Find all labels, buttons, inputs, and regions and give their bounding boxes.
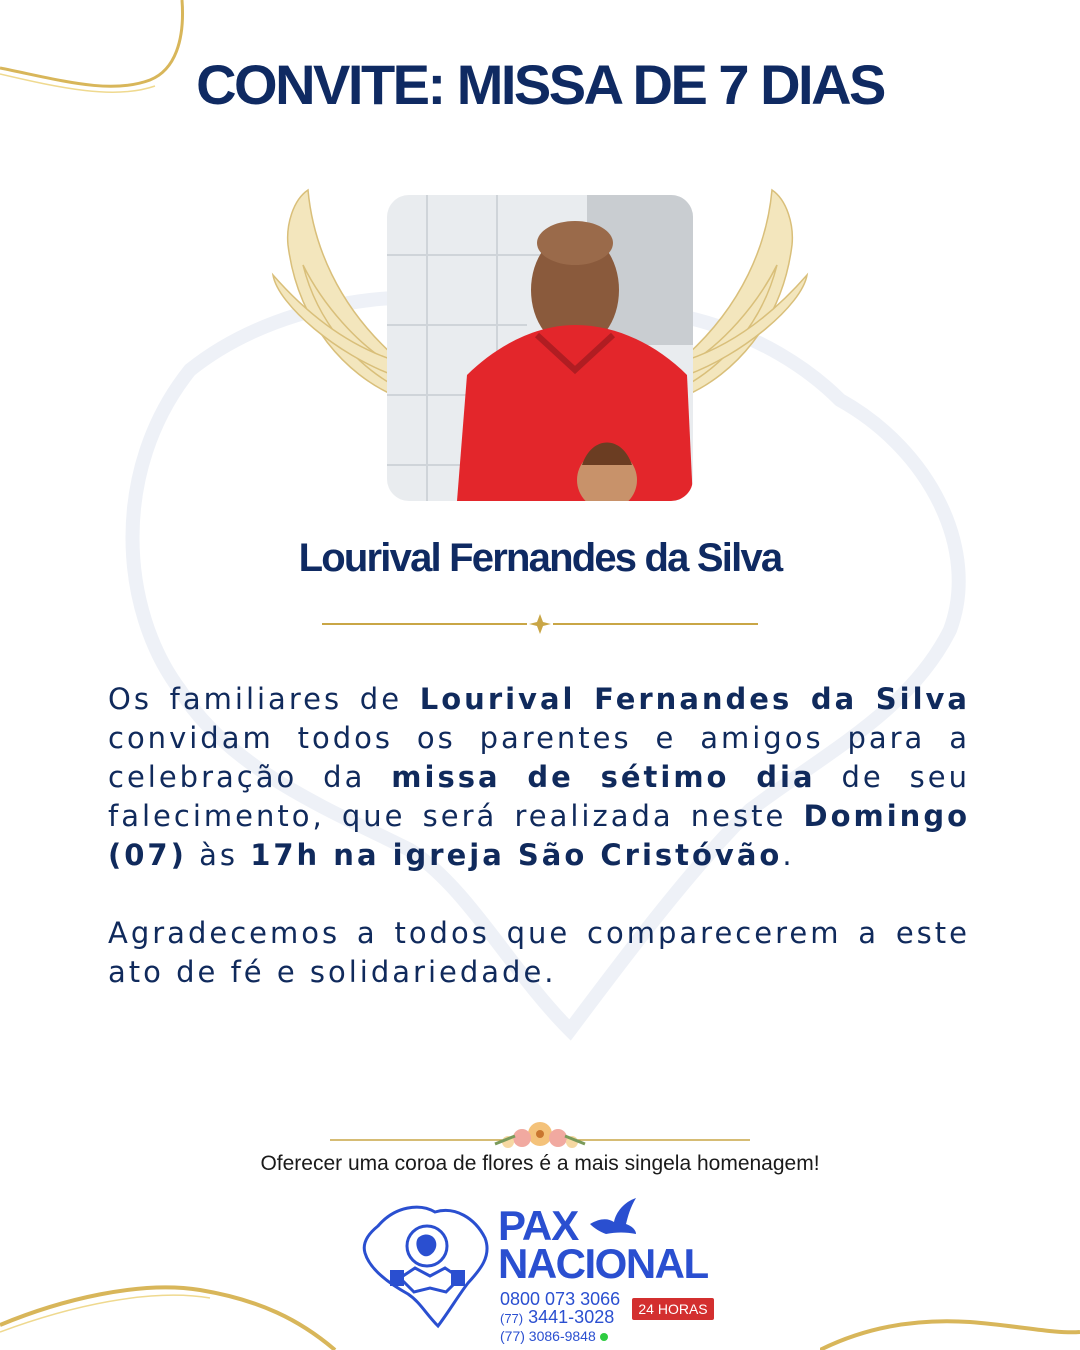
message-text: convidam todos os parentes e amigos para a celebração da	[108, 721, 970, 794]
phone-landline	[500, 1307, 614, 1329]
thanks-paragraph: Agradecemos a todos que comparecerem a este ato de fé e solidariedade.	[108, 916, 970, 989]
flower-divider	[330, 1112, 750, 1156]
corner-decoration-bottom-right	[820, 1300, 1080, 1350]
message-text: .	[782, 838, 795, 872]
phone-number: 3086-9848	[528, 1328, 596, 1344]
brand-name-nacional: NACIONAL	[498, 1240, 708, 1287]
deceased-name: Lourival Fernandes da Silva	[298, 536, 782, 580]
phone-number: 3441-3028	[528, 1307, 615, 1327]
message-event: missa de sétimo dia	[391, 760, 816, 794]
message-text: Os familiares de	[108, 682, 420, 716]
message-place: 17h na igreja São Cristóvão	[250, 838, 783, 872]
footer-tagline: Oferecer uma coroa de flores é a mais singela homenagem!	[260, 1152, 820, 1175]
message-name: Lourival Fernandes da Silva	[419, 682, 970, 716]
invitation-message	[108, 680, 970, 992]
phone-tollfree: 0800 073 3066	[500, 1289, 621, 1309]
left-wing-icon	[268, 185, 398, 405]
pax-nacional-map-logo-icon	[360, 1198, 495, 1333]
sparkle-icon	[529, 614, 551, 634]
dove-icon	[586, 1196, 638, 1238]
message-text: de seu falecimento, que será realizada neste	[108, 760, 970, 833]
invitation-paragraph	[108, 680, 970, 875]
page-title: CONVITE: MISSA DE 7 DIAS	[196, 53, 884, 116]
message-text: às	[186, 838, 251, 872]
flower-icon	[495, 1122, 585, 1148]
corner-decoration-bottom-left	[0, 1270, 340, 1350]
right-wing-icon	[682, 185, 812, 405]
hours-badge: 24 HORAS	[632, 1298, 714, 1320]
gold-divider	[322, 612, 758, 636]
phone-area-code: (77)	[500, 1311, 524, 1326]
brand-name-pax: PAX	[498, 1202, 579, 1249]
message-day: Domingo (07)	[108, 799, 970, 872]
deceased-photo	[387, 195, 693, 501]
whatsapp-icon	[600, 1333, 608, 1341]
phone-whatsapp	[500, 1327, 608, 1345]
phone-area-code: (77)	[500, 1328, 525, 1344]
